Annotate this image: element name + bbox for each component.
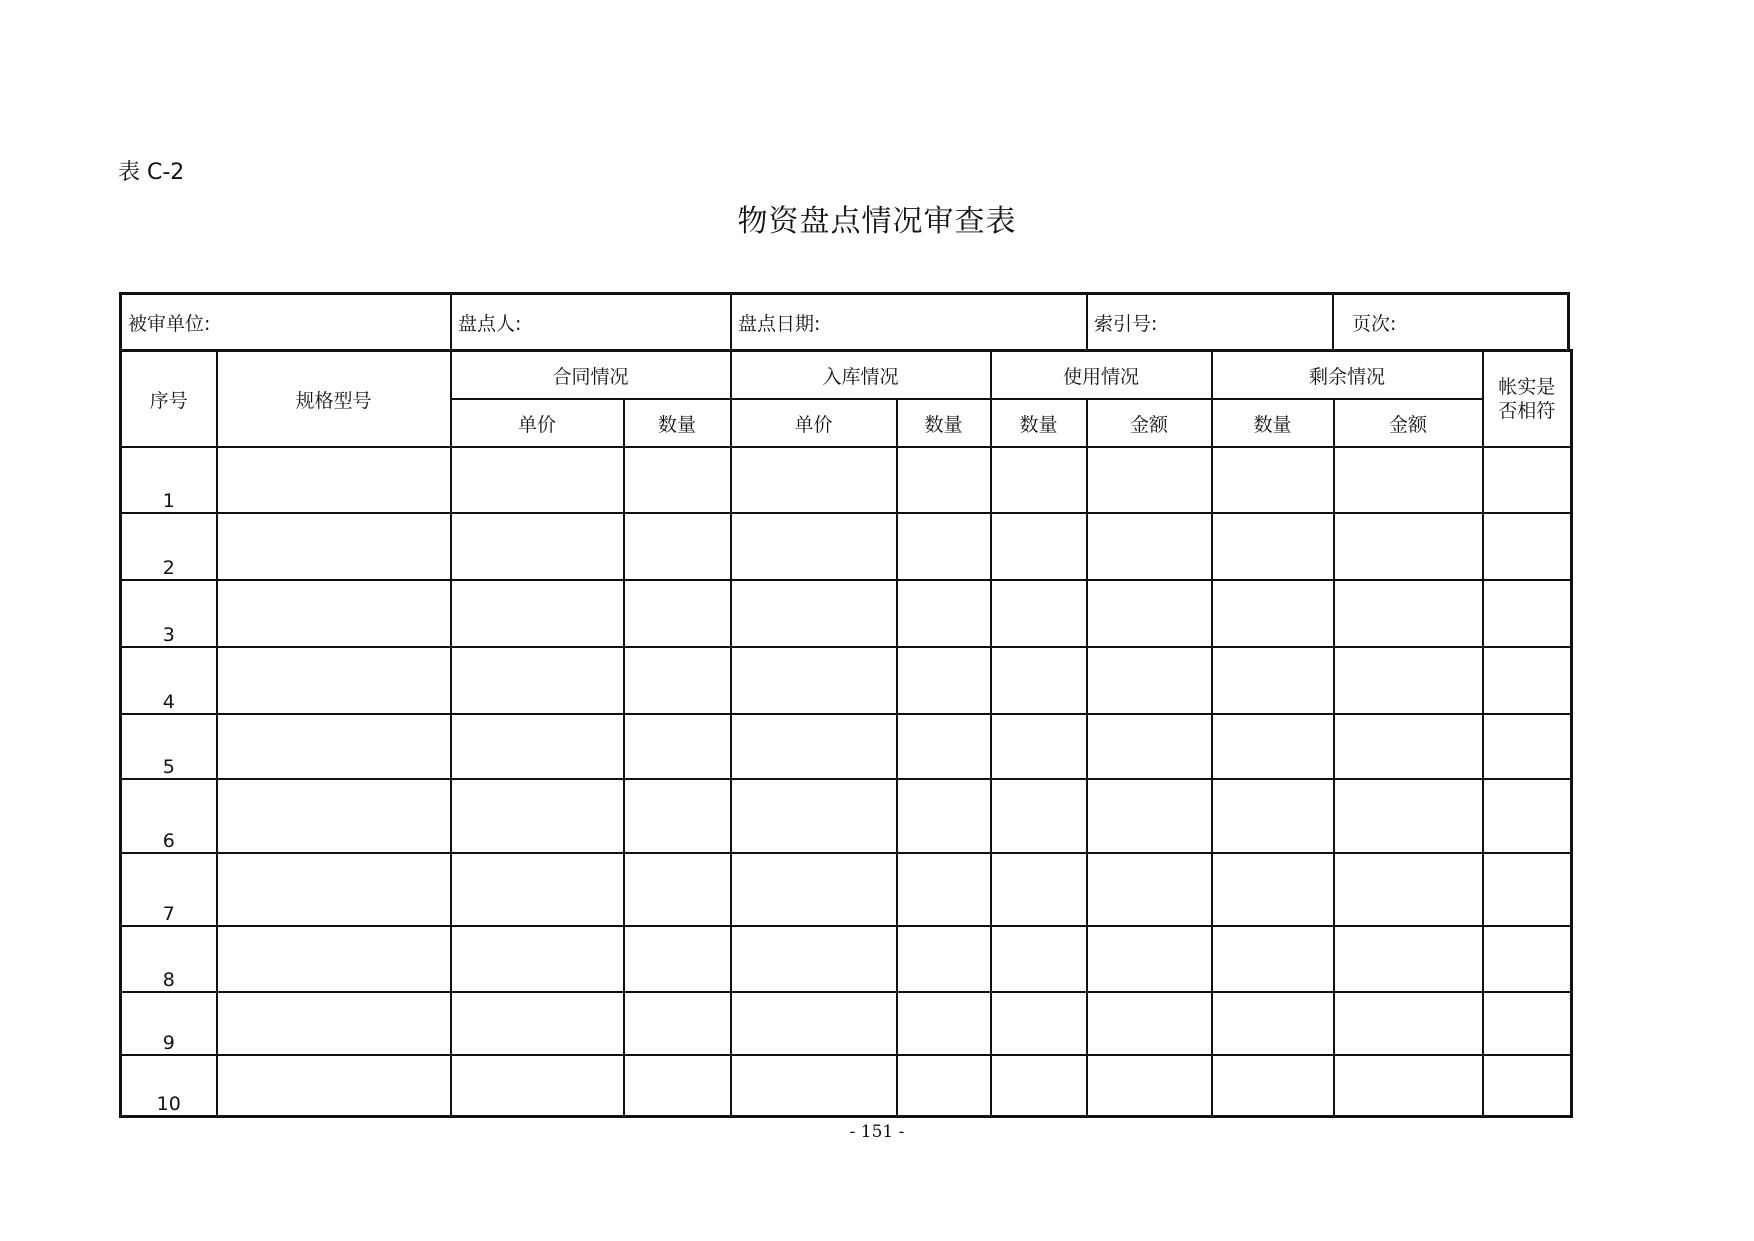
empty-cell[interactable] bbox=[1483, 714, 1572, 779]
empty-cell[interactable] bbox=[731, 1055, 897, 1116]
empty-cell[interactable] bbox=[897, 779, 991, 853]
empty-cell[interactable] bbox=[217, 580, 451, 647]
spec-header: 规格型号 bbox=[217, 351, 451, 448]
empty-cell[interactable] bbox=[1087, 1055, 1212, 1116]
empty-cell[interactable] bbox=[1483, 580, 1572, 647]
empty-cell[interactable] bbox=[1483, 779, 1572, 853]
page-title: 物资盘点情况审查表 bbox=[737, 204, 1017, 239]
empty-cell[interactable] bbox=[731, 926, 897, 992]
empty-cell[interactable] bbox=[991, 580, 1087, 647]
remaining-amount-header: 金额 bbox=[1334, 399, 1483, 447]
row-seq: 1 bbox=[121, 447, 217, 513]
empty-cell[interactable] bbox=[1212, 992, 1334, 1055]
empty-cell[interactable] bbox=[991, 714, 1087, 779]
table-row bbox=[121, 447, 1572, 513]
empty-cell[interactable] bbox=[731, 647, 897, 714]
empty-cell[interactable] bbox=[897, 513, 991, 580]
contract-unit-price-header: 单价 bbox=[451, 399, 624, 447]
empty-cell[interactable] bbox=[624, 926, 731, 992]
seq-header: 序号 bbox=[121, 351, 217, 448]
row-seq: 7 bbox=[121, 853, 217, 926]
empty-cell[interactable] bbox=[731, 779, 897, 853]
empty-cell[interactable] bbox=[897, 1055, 991, 1116]
table-row bbox=[121, 580, 1572, 647]
empty-cell[interactable] bbox=[1212, 447, 1334, 513]
table-number: 表 C-2 bbox=[118, 160, 185, 185]
index-no-field: 索引号: bbox=[1088, 295, 1334, 349]
match-header-line2: 否相符 bbox=[1498, 400, 1556, 422]
row-seq: 6 bbox=[121, 779, 217, 853]
counter-field: 盘点人: bbox=[452, 295, 732, 349]
match-header-line1: 帐实是 bbox=[1498, 376, 1556, 398]
empty-cell[interactable] bbox=[991, 926, 1087, 992]
empty-cell[interactable] bbox=[1087, 714, 1212, 779]
usage-amount-header: 金额 bbox=[1087, 399, 1212, 447]
empty-cell[interactable] bbox=[1334, 853, 1483, 926]
empty-cell[interactable] bbox=[731, 513, 897, 580]
row-seq: 3 bbox=[121, 580, 217, 647]
table-row bbox=[121, 513, 1572, 580]
page-field: 页次: bbox=[1352, 312, 1397, 335]
empty-cell[interactable] bbox=[731, 992, 897, 1055]
empty-cell[interactable] bbox=[451, 992, 624, 1055]
empty-cell[interactable] bbox=[991, 647, 1087, 714]
inbound-header: 入库情况 bbox=[731, 351, 991, 400]
remaining-header: 剩余情况 bbox=[1212, 351, 1483, 400]
empty-cell[interactable] bbox=[991, 779, 1087, 853]
empty-cell[interactable] bbox=[217, 992, 451, 1055]
empty-cell[interactable] bbox=[1087, 853, 1212, 926]
empty-cell[interactable] bbox=[451, 1055, 624, 1116]
empty-cell[interactable] bbox=[1334, 926, 1483, 992]
empty-cell[interactable] bbox=[1087, 647, 1212, 714]
empty-cell[interactable] bbox=[897, 853, 991, 926]
empty-cell[interactable] bbox=[451, 513, 624, 580]
empty-cell[interactable] bbox=[217, 447, 451, 513]
row-seq: 4 bbox=[121, 647, 217, 714]
table-row bbox=[121, 647, 1572, 714]
row-seq: 8 bbox=[121, 926, 217, 992]
empty-cell[interactable] bbox=[1212, 853, 1334, 926]
empty-cell[interactable] bbox=[897, 580, 991, 647]
empty-cell[interactable] bbox=[1483, 1055, 1572, 1116]
empty-cell[interactable] bbox=[897, 714, 991, 779]
remaining-quantity-header: 数量 bbox=[1212, 399, 1334, 447]
empty-cell[interactable] bbox=[1212, 779, 1334, 853]
empty-cell[interactable] bbox=[1334, 647, 1483, 714]
match-header bbox=[1483, 351, 1572, 448]
empty-cell[interactable] bbox=[991, 447, 1087, 513]
empty-cell[interactable] bbox=[897, 926, 991, 992]
inventory-table bbox=[119, 349, 1573, 1118]
table-row bbox=[121, 714, 1572, 779]
empty-cell[interactable] bbox=[991, 853, 1087, 926]
empty-cell[interactable] bbox=[624, 714, 731, 779]
empty-cell[interactable] bbox=[991, 1055, 1087, 1116]
empty-cell[interactable] bbox=[1483, 513, 1572, 580]
empty-cell[interactable] bbox=[1483, 926, 1572, 992]
row-seq: 10 bbox=[121, 1055, 217, 1116]
empty-cell[interactable] bbox=[1334, 779, 1483, 853]
page-number: - 151 - bbox=[849, 1122, 905, 1142]
empty-cell[interactable] bbox=[731, 853, 897, 926]
empty-cell[interactable] bbox=[731, 580, 897, 647]
empty-cell[interactable] bbox=[217, 779, 451, 853]
empty-cell[interactable] bbox=[1334, 513, 1483, 580]
empty-cell[interactable] bbox=[1087, 580, 1212, 647]
empty-cell[interactable] bbox=[1483, 992, 1572, 1055]
info-row bbox=[119, 292, 1570, 349]
empty-cell[interactable] bbox=[1334, 1055, 1483, 1116]
empty-cell[interactable] bbox=[897, 992, 991, 1055]
audited-unit-field: 被审单位: bbox=[122, 295, 452, 349]
usage-header: 使用情况 bbox=[991, 351, 1212, 400]
empty-cell[interactable] bbox=[624, 779, 731, 853]
empty-cell[interactable] bbox=[991, 513, 1087, 580]
empty-cell[interactable] bbox=[217, 1055, 451, 1116]
empty-cell[interactable] bbox=[217, 853, 451, 926]
empty-cell[interactable] bbox=[1087, 513, 1212, 580]
empty-cell[interactable] bbox=[1212, 647, 1334, 714]
empty-cell[interactable] bbox=[451, 580, 624, 647]
empty-cell[interactable] bbox=[897, 647, 991, 714]
empty-cell[interactable] bbox=[451, 779, 624, 853]
empty-cell[interactable] bbox=[1087, 447, 1212, 513]
empty-cell[interactable] bbox=[1334, 580, 1483, 647]
empty-cell[interactable] bbox=[624, 513, 731, 580]
empty-cell[interactable] bbox=[217, 714, 451, 779]
empty-cell[interactable] bbox=[1483, 447, 1572, 513]
empty-cell[interactable] bbox=[731, 714, 897, 779]
empty-cell[interactable] bbox=[1212, 714, 1334, 779]
empty-cell[interactable] bbox=[451, 714, 624, 779]
table-row bbox=[121, 853, 1572, 926]
empty-cell[interactable] bbox=[1087, 992, 1212, 1055]
empty-cell[interactable] bbox=[1212, 513, 1334, 580]
empty-cell[interactable] bbox=[624, 853, 731, 926]
empty-cell[interactable] bbox=[1334, 992, 1483, 1055]
empty-cell[interactable] bbox=[1212, 1055, 1334, 1116]
empty-cell[interactable] bbox=[1087, 779, 1212, 853]
usage-quantity-header: 数量 bbox=[991, 399, 1087, 447]
empty-cell[interactable] bbox=[624, 992, 731, 1055]
row-seq: 9 bbox=[121, 992, 217, 1055]
empty-cell[interactable] bbox=[1087, 926, 1212, 992]
empty-cell[interactable] bbox=[731, 447, 897, 513]
row-seq: 2 bbox=[121, 513, 217, 580]
table-row bbox=[121, 926, 1572, 992]
row-seq: 5 bbox=[121, 714, 217, 779]
empty-cell[interactable] bbox=[217, 647, 451, 714]
inbound-unit-price-header: 单价 bbox=[731, 399, 897, 447]
empty-cell[interactable] bbox=[991, 992, 1087, 1055]
empty-cell[interactable] bbox=[217, 926, 451, 992]
empty-cell[interactable] bbox=[1483, 853, 1572, 926]
count-date-field: 盘点日期: bbox=[732, 295, 1088, 349]
empty-cell[interactable] bbox=[1212, 926, 1334, 992]
contract-quantity-header: 数量 bbox=[624, 399, 731, 447]
empty-cell[interactable] bbox=[451, 926, 624, 992]
empty-cell[interactable] bbox=[1483, 647, 1572, 714]
empty-cell[interactable] bbox=[451, 853, 624, 926]
table-row bbox=[121, 779, 1572, 853]
table-row bbox=[121, 992, 1572, 1055]
empty-cell[interactable] bbox=[1334, 447, 1483, 513]
empty-cell[interactable] bbox=[1212, 580, 1334, 647]
empty-cell[interactable] bbox=[624, 580, 731, 647]
empty-cell[interactable] bbox=[624, 447, 731, 513]
empty-cell[interactable] bbox=[451, 447, 624, 513]
inbound-quantity-header: 数量 bbox=[897, 399, 991, 447]
table-row bbox=[121, 1055, 1572, 1116]
empty-cell[interactable] bbox=[1334, 714, 1483, 779]
empty-cell[interactable] bbox=[624, 1055, 731, 1116]
contract-header: 合同情况 bbox=[451, 351, 731, 400]
empty-cell[interactable] bbox=[451, 647, 624, 714]
empty-cell[interactable] bbox=[217, 513, 451, 580]
empty-cell[interactable] bbox=[897, 447, 991, 513]
empty-cell[interactable] bbox=[624, 647, 731, 714]
